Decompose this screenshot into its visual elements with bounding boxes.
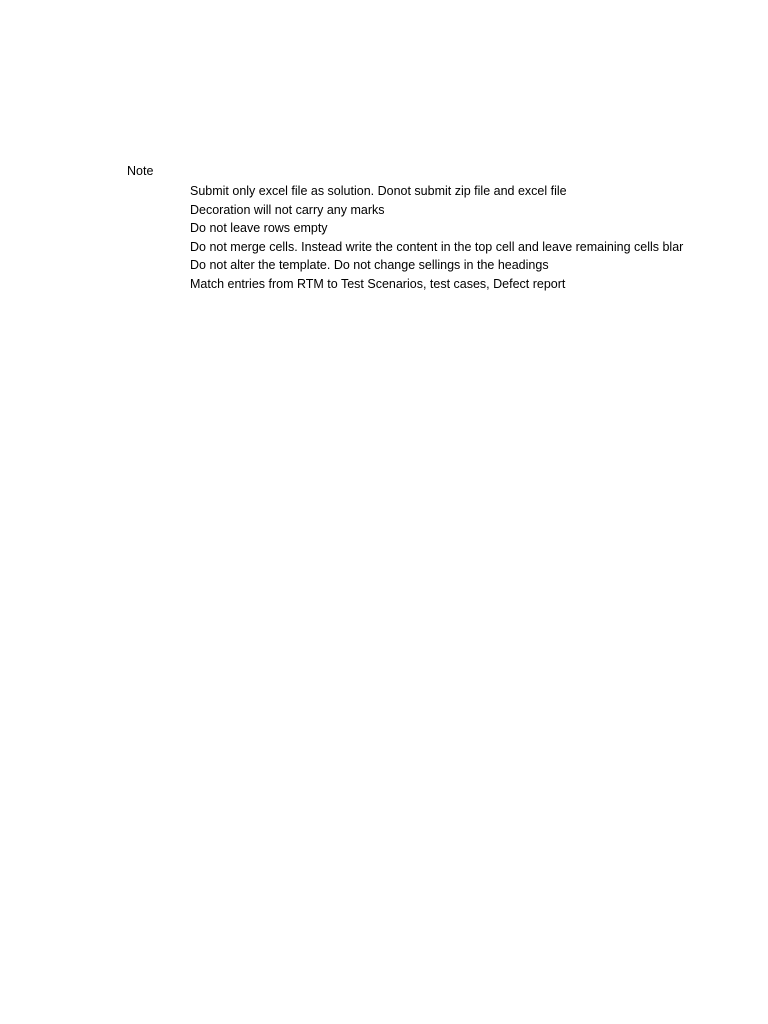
note-item-submit-format: Submit only excel file as solution. Donot submit zip file and excel file [190, 184, 567, 198]
note-item-merge-cells: Do not merge cells. Instead write the content in the top cell and leave remaining cells blar [190, 239, 684, 254]
note-item-template: Do not alter the template. Do not change sellings in the headings [190, 258, 549, 273]
note-heading: Note [127, 164, 154, 178]
note-item-decoration: Decoration will not carry any marks [190, 202, 385, 217]
note-list [190, 182, 691, 294]
note-item-empty-rows: Do not leave rows empty [190, 221, 328, 236]
note-item-match-entries: Match entries from RTM to Test Scenarios, test cases, Defect report [190, 276, 566, 291]
